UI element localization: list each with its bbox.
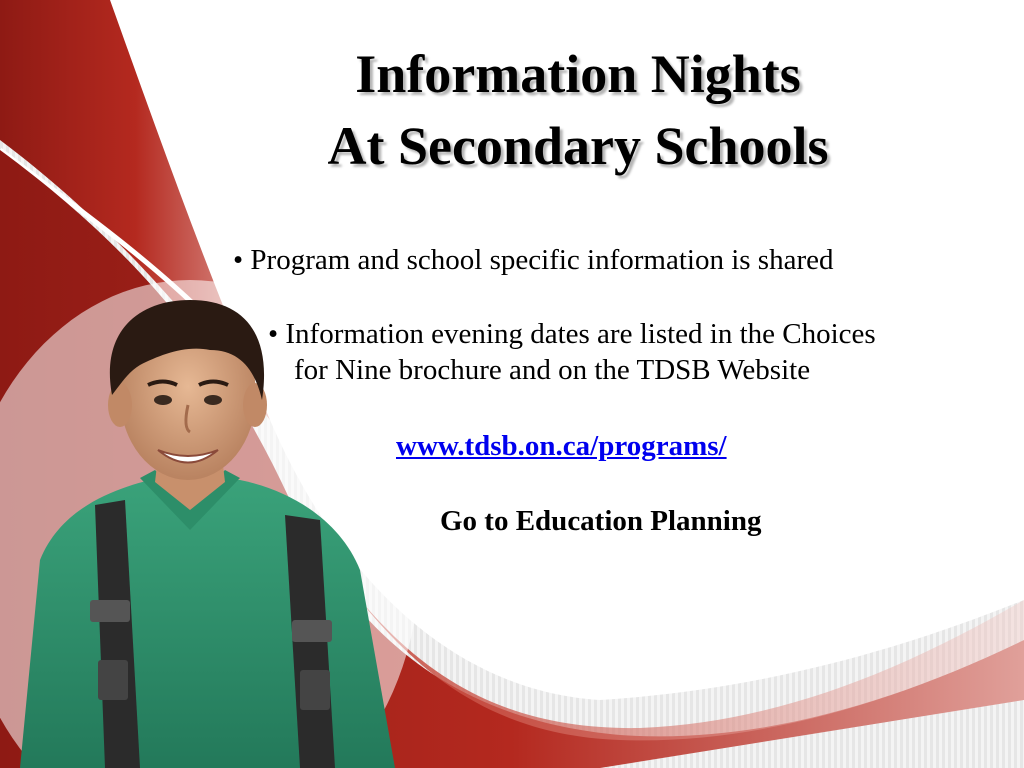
title-line-2: At Secondary Schools (327, 116, 829, 176)
title-line-1: Information Nights (355, 44, 801, 104)
bullet-evening-dates (268, 316, 876, 388)
slide-title (160, 38, 996, 182)
bullet-program-info: • Program and school specific information is shared (233, 244, 834, 276)
education-planning-cta: Go to Education Planning (440, 505, 762, 537)
bullet-evening-dates-line-1: • Information evening dates are listed in the Choices (268, 318, 876, 350)
tdsb-programs-link[interactable]: www.tdsb.on.ca/programs/ (396, 430, 727, 462)
bullet-evening-dates-line-2: for Nine brochure and on the TDSB Website (294, 354, 811, 386)
